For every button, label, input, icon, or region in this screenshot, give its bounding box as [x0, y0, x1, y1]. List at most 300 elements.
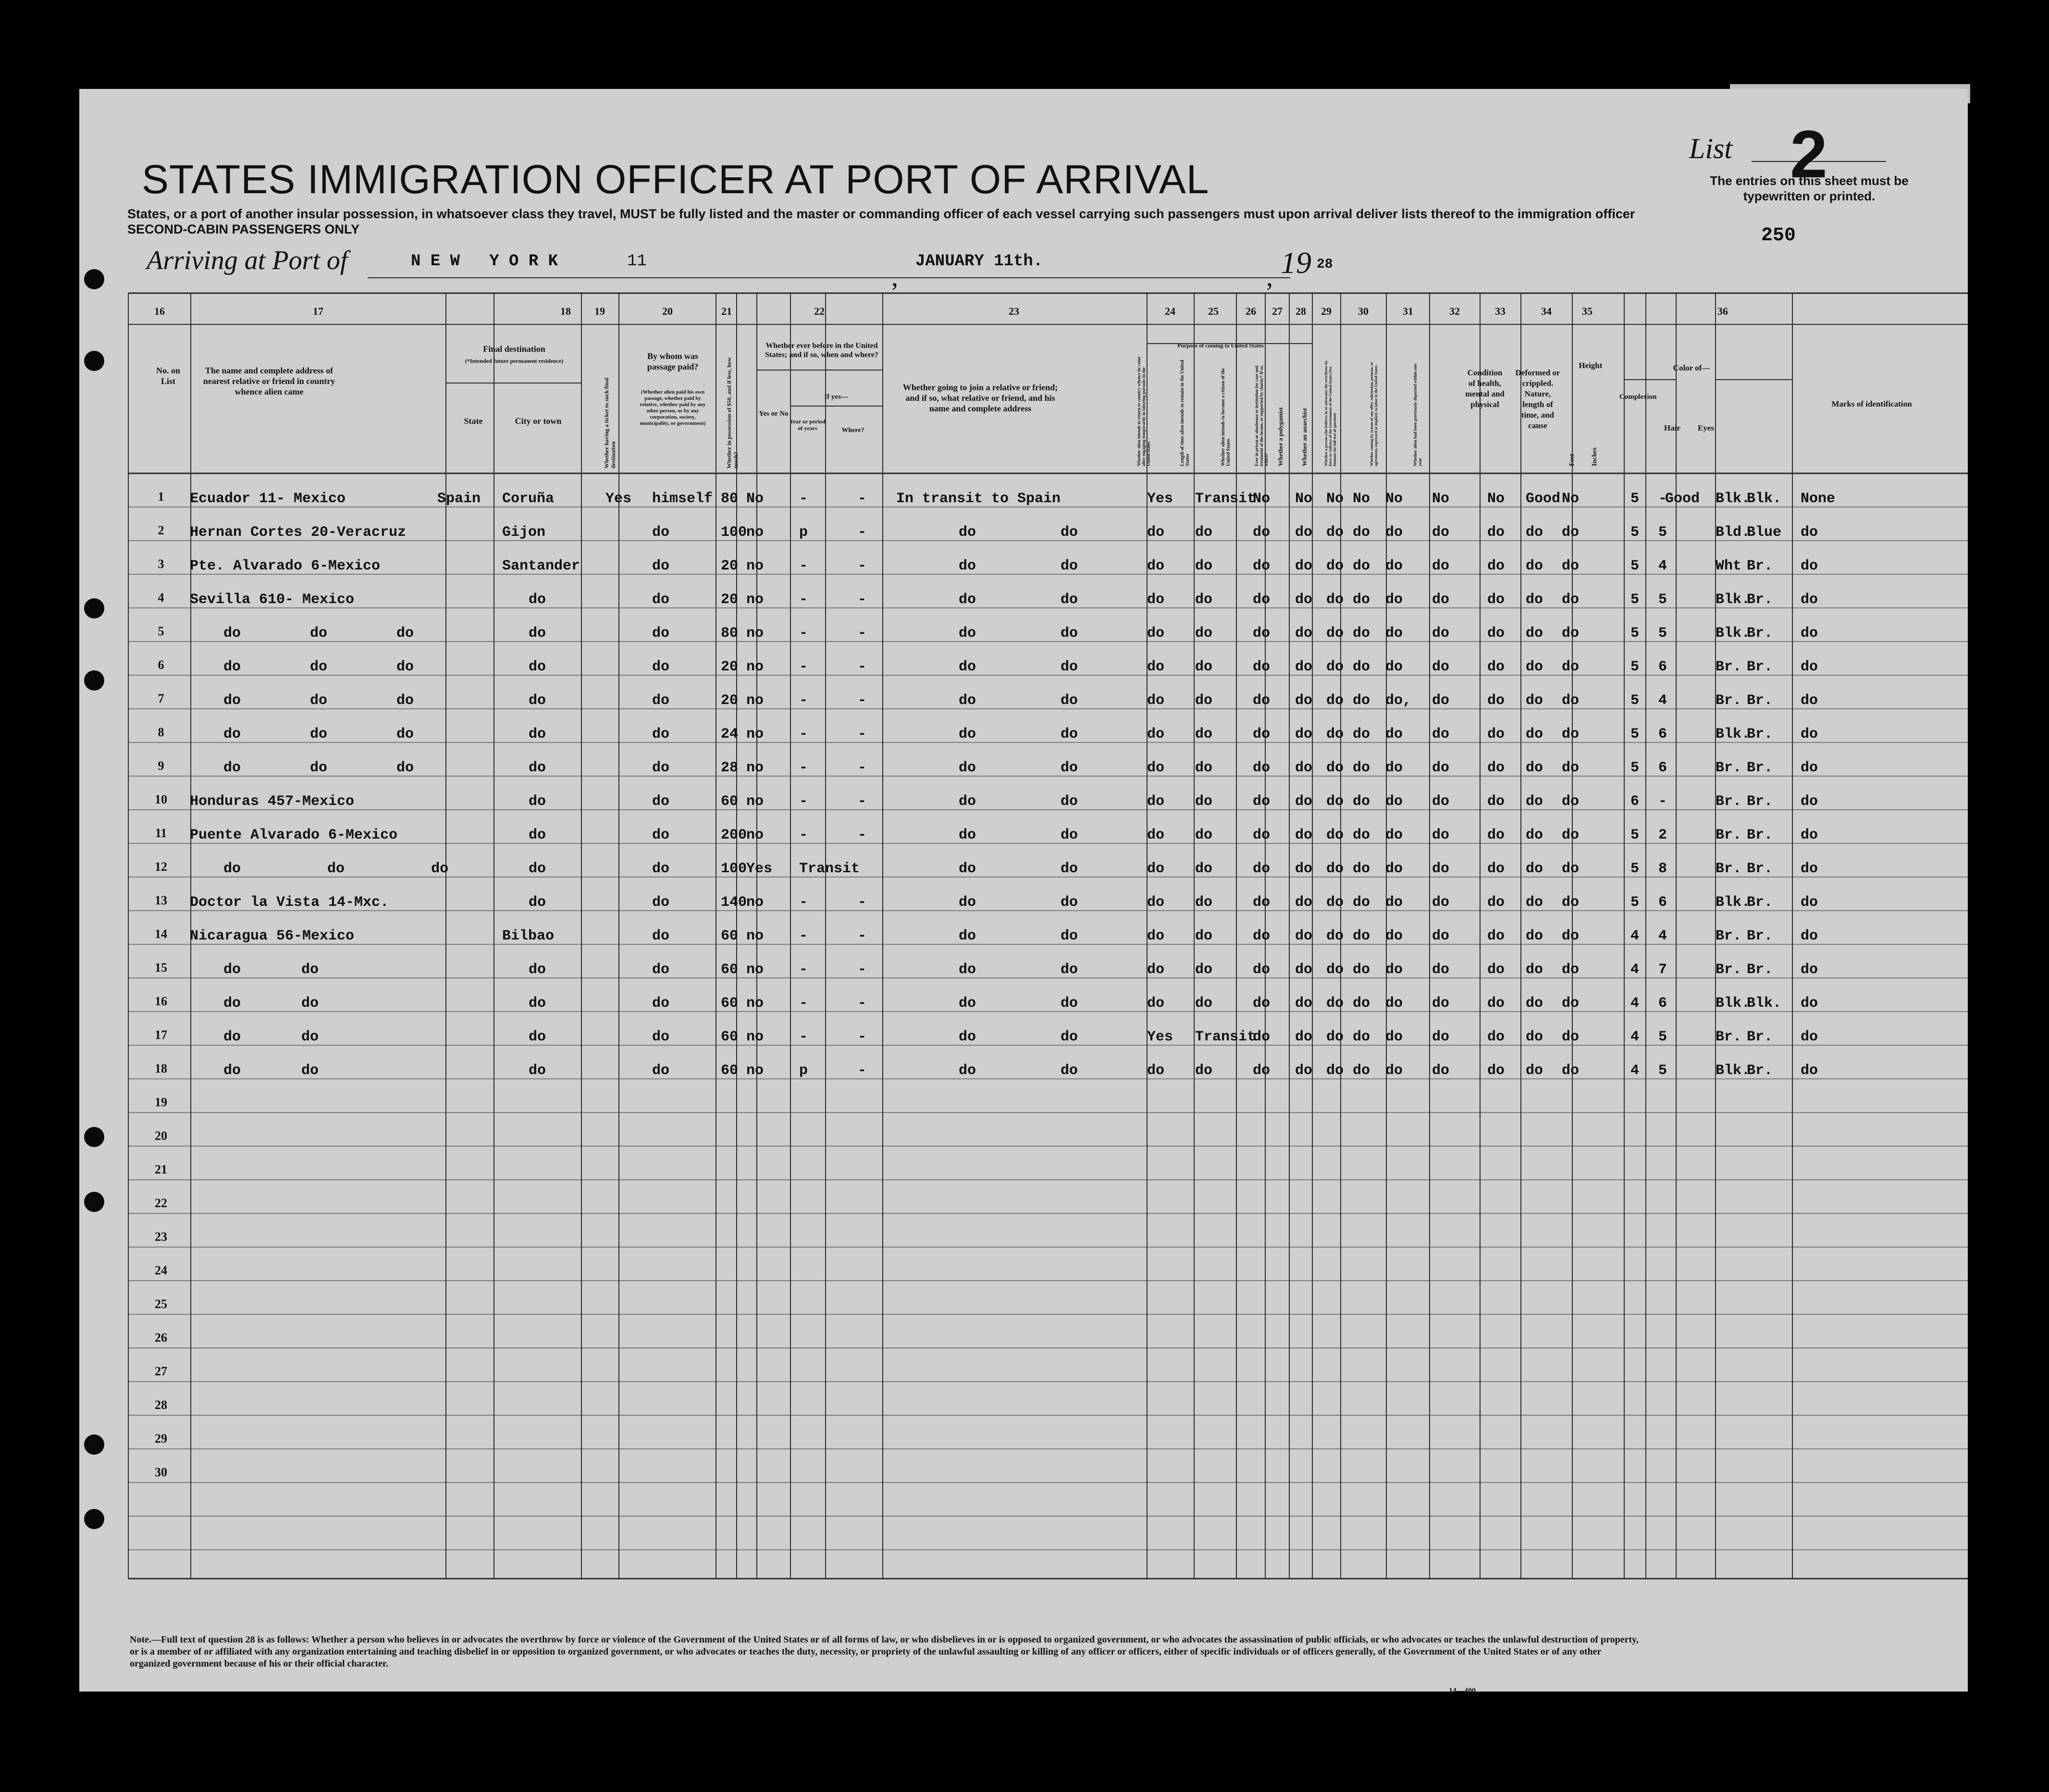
cell-marks: do [1801, 524, 1818, 541]
cell-c25: No [1295, 491, 1313, 507]
cell-year: p [799, 1063, 808, 1079]
cell-p-a: do [1147, 558, 1165, 574]
cell-c26: do [1326, 558, 1344, 574]
row-number: 15 [155, 961, 167, 975]
cell-c31: do [1526, 592, 1543, 608]
cell-before: no [746, 793, 764, 810]
cell-addr: Pte. Alvarado 6-Mexico [190, 558, 381, 574]
cell-c32: do [1562, 861, 1580, 877]
cell-c30: do [1487, 592, 1505, 608]
row-number: 17 [155, 1028, 167, 1042]
cell-hair: Blk. [1716, 726, 1751, 742]
cell-money: 20 [721, 659, 739, 675]
cell-addr: do do [223, 1029, 319, 1045]
cell-c32: do [1562, 928, 1580, 944]
footnote-question-28: Note.—Full text of question 28 is as follows: Whether a person who believes in or advocates the overthrow by force or violence of the Government of the United States or of all forms of law, or who disbelieves in or is opposed to organized government, or who advocates the assassination of public officials, or who advocates or teaches the unlawful destruction of property, or is a member of or affiliated with any organization entertaining and teaching disbelief in or opposition to organized government, or who advocates or teaches the duty, necessity, or propriety of the unlawful assaulting or killing of any officer or officers, either of specific individuals or of officers generally, of the Government of the United States or of any other organized government because of his or their official character. [130, 1634, 1639, 1669]
cell-join2: do [1061, 692, 1078, 709]
manifest-page: STATES IMMIGRATION OFFICER AT PORT OF ARRIVAL States, or a port of another insular possession, in whatsoever class they travel, MUST be fully listed and the master or commanding officer of each vessel carrying such passengers must upon arrival deliver lists thereof to the immigration officer SECOND-CABIN PASSENGERS ONLY Arriving at Port of N E W Y O R K 11 , JANUARY 11th. , 19 28 List 2 The entries on this sheet must be typewritten or printed. 250 16 17 18 19 20 21 22 23 24 25 26 27 28 29 30 31 32 33 34 35 36 No. on List The name and complete address of nearest relative or friend in country whence alien came Final destination (*Intended future permanent residence) State City or town Whether having a ticket to such final destination By whom was passage paid? (Whether alien paid his own passage, whether paid by relative, whether paid by any other person, or by any corporation, society, municipality, or government) Whether in possession of $50, and if less, how much? Whether ever before in the United States; and if so, when and where? Yes or No If yes— Year or period of years Where? Whether going to join a relative or friend; and if so, what relative or friend, and his name and complete address Purpose of coming to United States Whether alien intends to return to country whence he came after engaging temporarily in laboring pursuits in the United States Length of time alien intends to remain in the United States Whether alien intends to become a citizen of the United States Ever in prison or almshouse or institution for care and treatment of the insane, or supported by charity? If so, which? Whether a polygamist Whether an anarchist Whether a person who believes in or advocates the overthrow by force or violence of the Government of the United States (See footnote for full text of question) Whether coming by reason of any offer, solicitation, promise, or agreement, expressed or implied, to labor in the United States Whether alien had been previously deported within one year Condition of health, mental and physical Deformed or crippled. Nature, length of time, and cause Height Feet Inches Complexion Color of— Hair Eyes Marks of identification 1 Ecuador 11- Mexico Spain Coruña Yes himself 80 No - - In transit to Spain Yes Transit No No No No No No No Good No Good Blk. Blk. None 5 - 2 Hernan Cortes 20-Veracruz Gijon do 100 no p - do do do do do do do do do do do do do Bld. Blue do 5 5 3 Pte. Alvarado 6-Mexico Santander do 20 no - - do do do do do do do do do do do do do Wht Br. do 5 4 4 Sevilla 610- Mexico do do 20 no - - do do do do do do do do do do do do do Blk. Br. do 5 5 5 do do do do do 80 no - - do do do do do do do do do do do do do Blk. Br. do 5 5 6 do do do do do 20 no - - do do do do do do do do do do do do do Br. Br. do 5 6 7 do do do do do 20 no - - do do do do do do do do do, do do do do Br. Br. do 5 4 8 do do do do do 24 no - - do do do do do do do do do do do do do Blk. Br. do 5 6 9 do do do do do 28 no - - do do do do do do do do do do do do do Br. Br. do 5 6 10 Honduras 457-Mexico do do 60 no - - do do do do do do do do do do do do do Br. Br. do 6 - 11 Puente Alvarado 6-Mexico do do 200 no - - do do do do do do do do do do do do do Br. Br. do 5 2 12 do do do do do 100 Yes Transit do do do do do do do do do do do do do Br. Br. do 5 8 13 Doctor la Vista 14-Mxc. do do 140 no - - do do do do do do do do do do do do do Blk. Br. do 5 6 14 Nicaragua 56-Mexico Bilbao do 60 no - - do do do do do do do do do do do do do Br. Br. do 4 4 15 do do do do 60 no - - do do do do do do do do do do do do do Br. Br. do 4 7 16 do do do do 60 no - - do do do do do do do do do do do do do Blk. Blk. do 4 6 17 do do do do 60 no - - do do Yes Transit do do do do do do do do do Br. Br. do 4 5 18 do do do do 60 no p - do do do do do do do do do do do do do Blk. Br. do 4 5 19 20 21 22 23 24 25 26 27 28 29 30 [79, 89, 1968, 1692]
cell-c31: do [1526, 962, 1543, 978]
cell-c25: do [1295, 524, 1313, 541]
cell-eyes: Blk. [1747, 995, 1782, 1012]
cell-city: do [529, 760, 546, 776]
cell-c26: do [1326, 726, 1344, 742]
cell-c29: do [1432, 524, 1450, 541]
cell-addr: do do do [223, 692, 414, 709]
cell-height-inches: 4 [1658, 558, 1667, 574]
binding-hole [84, 1509, 104, 1529]
cell-city: Bilbao [502, 928, 555, 944]
cell-c25: do [1295, 793, 1313, 810]
cell-before: no [746, 625, 764, 642]
cell-where: - [858, 793, 867, 810]
binding-hole [84, 670, 104, 691]
header-where: Where? [841, 427, 864, 434]
header-relative-address: The name and complete address of nearest relative or friend in country whence alien came [203, 366, 335, 396]
row-number: 9 [158, 759, 164, 773]
cell-addr: do do do [223, 861, 449, 877]
cell-year: - [799, 928, 808, 944]
cell-height-inches: 6 [1658, 995, 1667, 1012]
cell-height-inches: 6 [1658, 894, 1667, 911]
cell-eyes: Blk. [1747, 491, 1782, 507]
header-final-destination-note: (*Intended future permanent residence) [465, 358, 564, 364]
arrival-day: 11 [627, 252, 647, 271]
cell-height-feet: 5 [1630, 491, 1640, 507]
column-number: 30 [1358, 305, 1369, 317]
cell-c31: do [1526, 928, 1543, 944]
cell-join: do [959, 726, 976, 742]
cell-eyes: Blue [1747, 524, 1782, 541]
cell-eyes: Br. [1747, 558, 1773, 574]
cell-c28: do [1385, 726, 1403, 742]
cell-c32: do [1562, 995, 1580, 1012]
cell-c25: do [1295, 1029, 1313, 1045]
list-number: 2 [1790, 116, 1827, 192]
column-number: 29 [1321, 305, 1332, 317]
cell-where: - [858, 625, 867, 642]
arrival-port: N E W Y O R K [411, 252, 558, 271]
cell-eyes: Br. [1747, 928, 1773, 944]
binding-hole [84, 1434, 104, 1455]
cell-c28: do [1385, 1029, 1403, 1045]
cell-comp: Good [1665, 491, 1700, 507]
cell-c31: do [1526, 558, 1543, 574]
cell-hair: Br. [1716, 692, 1742, 709]
cell-height-feet: 4 [1630, 962, 1640, 978]
cell-c29: do [1432, 1063, 1450, 1079]
cell-where: - [858, 726, 867, 742]
cell-p-b: Transit [1195, 1029, 1256, 1045]
cell-join: do [959, 827, 976, 843]
header-purpose: Purpose of coming to United States [1177, 342, 1264, 349]
cell-c29: do [1432, 592, 1450, 608]
column-number: 25 [1208, 305, 1219, 317]
cell-join2: do [1061, 1029, 1078, 1045]
cell-p-b: do [1195, 524, 1213, 541]
cell-eyes: Br. [1747, 1063, 1773, 1079]
cell-c26: do [1326, 894, 1344, 911]
cell-c32: do [1562, 592, 1580, 608]
cell-paid: do [652, 1029, 670, 1045]
cell-c30: do [1487, 726, 1505, 742]
cell-c25: do [1295, 592, 1313, 608]
cell-year: Transit [799, 861, 860, 877]
cell-c30: do [1487, 995, 1505, 1012]
column-number: 27 [1272, 305, 1283, 317]
cell-hair: Br. [1716, 760, 1742, 776]
row-number: 13 [155, 893, 167, 907]
cell-join: do [959, 524, 976, 541]
row-number: 28 [155, 1398, 167, 1412]
cell-where: - [858, 491, 867, 507]
cell-paid: do [652, 726, 670, 742]
cell-c32: do [1562, 625, 1580, 642]
cell-c32: do [1562, 659, 1580, 675]
cell-p-a: do [1147, 861, 1165, 877]
cell-year: - [799, 625, 808, 642]
cell-c26: No [1326, 491, 1344, 507]
cell-p-b: do [1195, 793, 1213, 810]
row-number: 29 [155, 1432, 167, 1446]
cell-height-feet: 4 [1630, 1029, 1640, 1045]
cell-before: no [746, 962, 764, 978]
cell-c29: No [1432, 491, 1450, 507]
cell-where: - [858, 1063, 867, 1079]
column-number: 19 [594, 305, 605, 317]
cell-join: do [959, 760, 976, 776]
cell-ticket: Yes [605, 491, 632, 507]
header-yes-no: Yes or No [759, 410, 789, 418]
cell-paid: do [652, 524, 670, 541]
cell-p-c: do [1253, 558, 1271, 574]
cell-join: do [959, 592, 976, 608]
cell-p-b: Transit [1195, 491, 1256, 507]
cell-height-feet: 4 [1630, 928, 1640, 944]
cell-c31: do [1526, 692, 1543, 709]
cell-height-feet: 5 [1630, 592, 1640, 608]
cell-addr: Hernan Cortes 20-Veracruz [190, 524, 407, 541]
cell-marks: do [1801, 1063, 1818, 1079]
cell-eyes: Br. [1747, 827, 1773, 843]
cell-join2: do [1061, 1063, 1078, 1079]
cell-join2: do [1061, 827, 1078, 843]
cell-hair: Blk. [1716, 1063, 1751, 1079]
cell-eyes: Br. [1747, 625, 1773, 642]
cell-c25: do [1295, 894, 1313, 911]
cell-money: 60 [721, 962, 739, 978]
cell-before: no [746, 524, 764, 541]
column-number: 22 [814, 305, 825, 317]
cell-c25: do [1295, 726, 1313, 742]
row-number: 16 [155, 994, 167, 1008]
cell-money: 60 [721, 1029, 739, 1045]
cell-eyes: Br. [1747, 894, 1773, 911]
row-number: 30 [155, 1465, 167, 1479]
cell-paid: do [652, 692, 670, 709]
cell-height-inches: 5 [1658, 524, 1667, 541]
cell-hair: Br. [1716, 962, 1742, 978]
cell-year: - [799, 1029, 808, 1045]
row-number: 8 [158, 725, 164, 739]
cell-c29: do [1432, 861, 1450, 877]
cell-join2: do [1061, 894, 1078, 911]
header-overthrow: Whether a person who believes in or advocates the overthrow by force or violence of the Government of the United States (See footnote for full text of question) [1324, 360, 1337, 466]
cell-p-a: do [1147, 827, 1165, 843]
cell-join: In transit to Spain [896, 491, 1061, 507]
cell-city: do [529, 1029, 546, 1045]
cell-p-c: do [1253, 692, 1271, 709]
cell-p-b: do [1195, 827, 1213, 843]
cell-c25: do [1295, 558, 1313, 574]
cell-c26: do [1326, 861, 1344, 877]
cell-join: do [959, 861, 976, 877]
cell-p-a: do [1147, 760, 1165, 776]
row-number: 10 [155, 792, 167, 806]
cell-c25: do [1295, 625, 1313, 642]
cell-year: - [799, 558, 808, 574]
header-marks: Marks of identification [1831, 399, 1912, 408]
cell-year: - [799, 827, 808, 843]
cell-city: Santander [502, 558, 580, 574]
cell-addr: Puente Alvarado 6-Mexico [190, 827, 398, 843]
cell-c28: do [1385, 894, 1403, 911]
cell-join2: do [1061, 524, 1078, 541]
cell-p-b: do [1195, 760, 1213, 776]
cell-p-b: do [1195, 1063, 1213, 1079]
cell-p-a: do [1147, 726, 1165, 742]
column-number: 26 [1246, 305, 1256, 317]
header-anarchist: Whether an anarchist [1301, 408, 1308, 466]
cell-p-a: do [1147, 1063, 1165, 1079]
header-deported: Whether alien had been previously deported within one year [1413, 364, 1422, 466]
cell-p-c: do [1253, 1063, 1271, 1079]
cell-c32: do [1562, 692, 1580, 709]
cell-c31: Good [1526, 491, 1561, 507]
cell-p-a: do [1147, 962, 1165, 978]
row-number: 24 [155, 1263, 167, 1277]
cell-addr: do do do [223, 659, 414, 675]
cell-money: 20 [721, 558, 739, 574]
cell-p-a: do [1147, 928, 1165, 944]
cell-c31: do [1526, 827, 1543, 843]
cell-c26: do [1326, 793, 1344, 810]
cell-money: 100 [721, 524, 747, 541]
cell-p-b: do [1195, 692, 1213, 709]
cell-join: do [959, 928, 976, 944]
cell-p-a: do [1147, 592, 1165, 608]
cell-where: - [858, 760, 867, 776]
cell-height-inches: 5 [1658, 1063, 1667, 1079]
cell-before: no [746, 592, 764, 608]
cell-city: do [529, 1063, 546, 1079]
header-prison: Ever in prison or almshouse or institution for care and treatment of the insane, or supported by charity? If so, which? [1254, 365, 1269, 466]
header-complexion: Complexion [1619, 393, 1657, 401]
cell-c27: do [1353, 894, 1370, 911]
cell-join: do [959, 995, 976, 1012]
cell-c27: do [1353, 995, 1370, 1012]
cell-c27: do [1353, 760, 1370, 776]
cell-c26: do [1326, 524, 1344, 541]
cell-c27: do [1353, 1029, 1370, 1045]
cell-marks: do [1801, 861, 1818, 877]
column-number: 36 [1717, 305, 1728, 317]
cell-join2: do [1061, 625, 1078, 642]
cell-c25: do [1295, 760, 1313, 776]
cell-p-c: do [1253, 793, 1271, 810]
cell-c29: do [1432, 793, 1450, 810]
cell-c31: do [1526, 861, 1543, 877]
binding-hole [84, 269, 104, 289]
cell-join2: do [1061, 592, 1078, 608]
column-number: 17 [313, 305, 323, 317]
cell-marks: do [1801, 625, 1818, 642]
cell-money: 28 [721, 760, 739, 776]
cell-money: 200 [721, 827, 747, 843]
cell-c29: do [1432, 558, 1450, 574]
cell-c31: do [1526, 760, 1543, 776]
column-number: 16 [154, 305, 165, 317]
cell-c26: do [1326, 995, 1344, 1012]
cell-join2: do [1061, 760, 1078, 776]
cell-paid: do [652, 1063, 670, 1079]
cell-city: Coruña [502, 491, 555, 507]
header-passage-note: (Whether alien paid his own passage, whether paid by relative, whether paid by any other person, or by any corporation, society, municipality, or government) [640, 389, 706, 426]
cell-marks: do [1801, 726, 1818, 742]
cell-p-c: do [1253, 1029, 1271, 1045]
cell-c32: do [1562, 760, 1580, 776]
cell-p-a: do [1147, 524, 1165, 541]
cell-height-feet: 4 [1630, 1063, 1640, 1079]
cell-join2: do [1061, 659, 1078, 675]
cell-year: p [799, 524, 808, 541]
cell-money: 20 [721, 692, 739, 709]
cell-c29: do [1432, 995, 1450, 1012]
row-number: 11 [155, 826, 167, 840]
row-number: 3 [158, 557, 164, 571]
header-purpose-length: Length of time alien intends to remain in the United States [1180, 359, 1190, 466]
cell-addr: do do do [223, 726, 414, 742]
cell-c25: do [1295, 1063, 1313, 1079]
cell-c25: do [1295, 659, 1313, 675]
cell-c26: do [1326, 1029, 1344, 1045]
cell-eyes: Br. [1747, 692, 1773, 709]
cell-p-b: do [1195, 962, 1213, 978]
column-number: 21 [721, 305, 732, 317]
cell-addr: do do do [223, 625, 414, 642]
cell-paid: do [652, 894, 670, 911]
cell-p-c: do [1253, 524, 1271, 541]
cell-c27: do [1353, 625, 1370, 642]
cell-p-b: do [1195, 861, 1213, 877]
cell-marks: do [1801, 928, 1818, 944]
cell-addr: do do [223, 1063, 319, 1079]
form-instructions: States, or a port of another insular possession, in whatsoever class they travel, MUST be fully listed and the master or commanding officer of each vessel carrying such passengers must upon arrival deliver lists thereof to the immigration officer [127, 207, 1635, 221]
cell-money: 20 [721, 592, 739, 608]
cell-join2: do [1061, 558, 1078, 574]
cell-hair: Blk. [1716, 894, 1751, 911]
cell-p-a: do [1147, 793, 1165, 810]
cell-hair: Blk. [1716, 592, 1751, 608]
cell-p-b: do [1195, 558, 1213, 574]
cell-p-c: do [1253, 592, 1271, 608]
header-hair: Hair [1664, 423, 1680, 433]
cell-c31: do [1526, 1063, 1543, 1079]
cell-paid: do [652, 558, 670, 574]
cell-eyes: Br. [1747, 760, 1773, 776]
cell-c30: do [1487, 894, 1505, 911]
cell-year: - [799, 491, 808, 507]
cell-height-inches: 6 [1658, 760, 1667, 776]
cell-height-feet: 5 [1630, 524, 1640, 541]
cell-c30: do [1487, 793, 1505, 810]
cell-c27: do [1353, 524, 1370, 541]
cell-before: No [746, 491, 764, 507]
cell-c31: do [1526, 625, 1543, 642]
cell-p-b: do [1195, 625, 1213, 642]
cell-where: - [858, 995, 867, 1012]
cell-p-c: do [1253, 861, 1271, 877]
cell-paid: do [652, 995, 670, 1012]
cell-c26: do [1326, 827, 1344, 843]
cell-before: Yes [746, 861, 773, 877]
cell-height-inches: 4 [1658, 928, 1667, 944]
sheet-number: 250 [1761, 225, 1796, 247]
cell-c30: do [1487, 962, 1505, 978]
cell-height-feet: 6 [1630, 793, 1640, 810]
cell-hair: Br. [1716, 1029, 1742, 1045]
cell-c27: do [1353, 928, 1370, 944]
cell-before: no [746, 760, 764, 776]
cell-marks: do [1801, 894, 1818, 911]
cell-c26: do [1326, 592, 1344, 608]
header-polygamist: Whether a polygamist [1277, 407, 1284, 466]
cell-money: 60 [721, 1063, 739, 1079]
cell-eyes: Br. [1747, 793, 1773, 810]
cell-p-c: do [1253, 928, 1271, 944]
cell-c30: do [1487, 827, 1505, 843]
cell-where: - [858, 592, 867, 608]
cell-marks: do [1801, 995, 1818, 1012]
cell-hair: Br. [1716, 827, 1742, 843]
cell-height-inches: 2 [1658, 827, 1667, 843]
cell-year: - [799, 962, 808, 978]
cell-join: do [959, 558, 976, 574]
cell-eyes: Br. [1747, 962, 1773, 978]
cell-marks: do [1801, 962, 1818, 978]
column-number: 35 [1582, 305, 1592, 317]
column-number: 24 [1165, 305, 1175, 317]
cell-height-feet: 5 [1630, 692, 1640, 709]
header-color-of: Color of— [1673, 363, 1710, 372]
cell-p-b: do [1195, 928, 1213, 944]
cell-c29: do [1432, 659, 1450, 675]
cell-c25: do [1295, 861, 1313, 877]
cell-c32: do [1562, 524, 1580, 541]
header-no-on-list: No. on List [156, 366, 180, 386]
cell-c31: do [1526, 659, 1543, 675]
cell-c31: do [1526, 726, 1543, 742]
cell-c29: do [1432, 1029, 1450, 1045]
cell-p-b: do [1195, 726, 1213, 742]
cell-c28: do [1385, 558, 1403, 574]
cell-c32: do [1562, 894, 1580, 911]
cell-marks: do [1801, 659, 1818, 675]
cell-where: - [858, 962, 867, 978]
cell-paid: do [652, 827, 670, 843]
cell-c28: do [1385, 861, 1403, 877]
cell-c30: do [1487, 1029, 1505, 1045]
cell-year: - [799, 894, 808, 911]
